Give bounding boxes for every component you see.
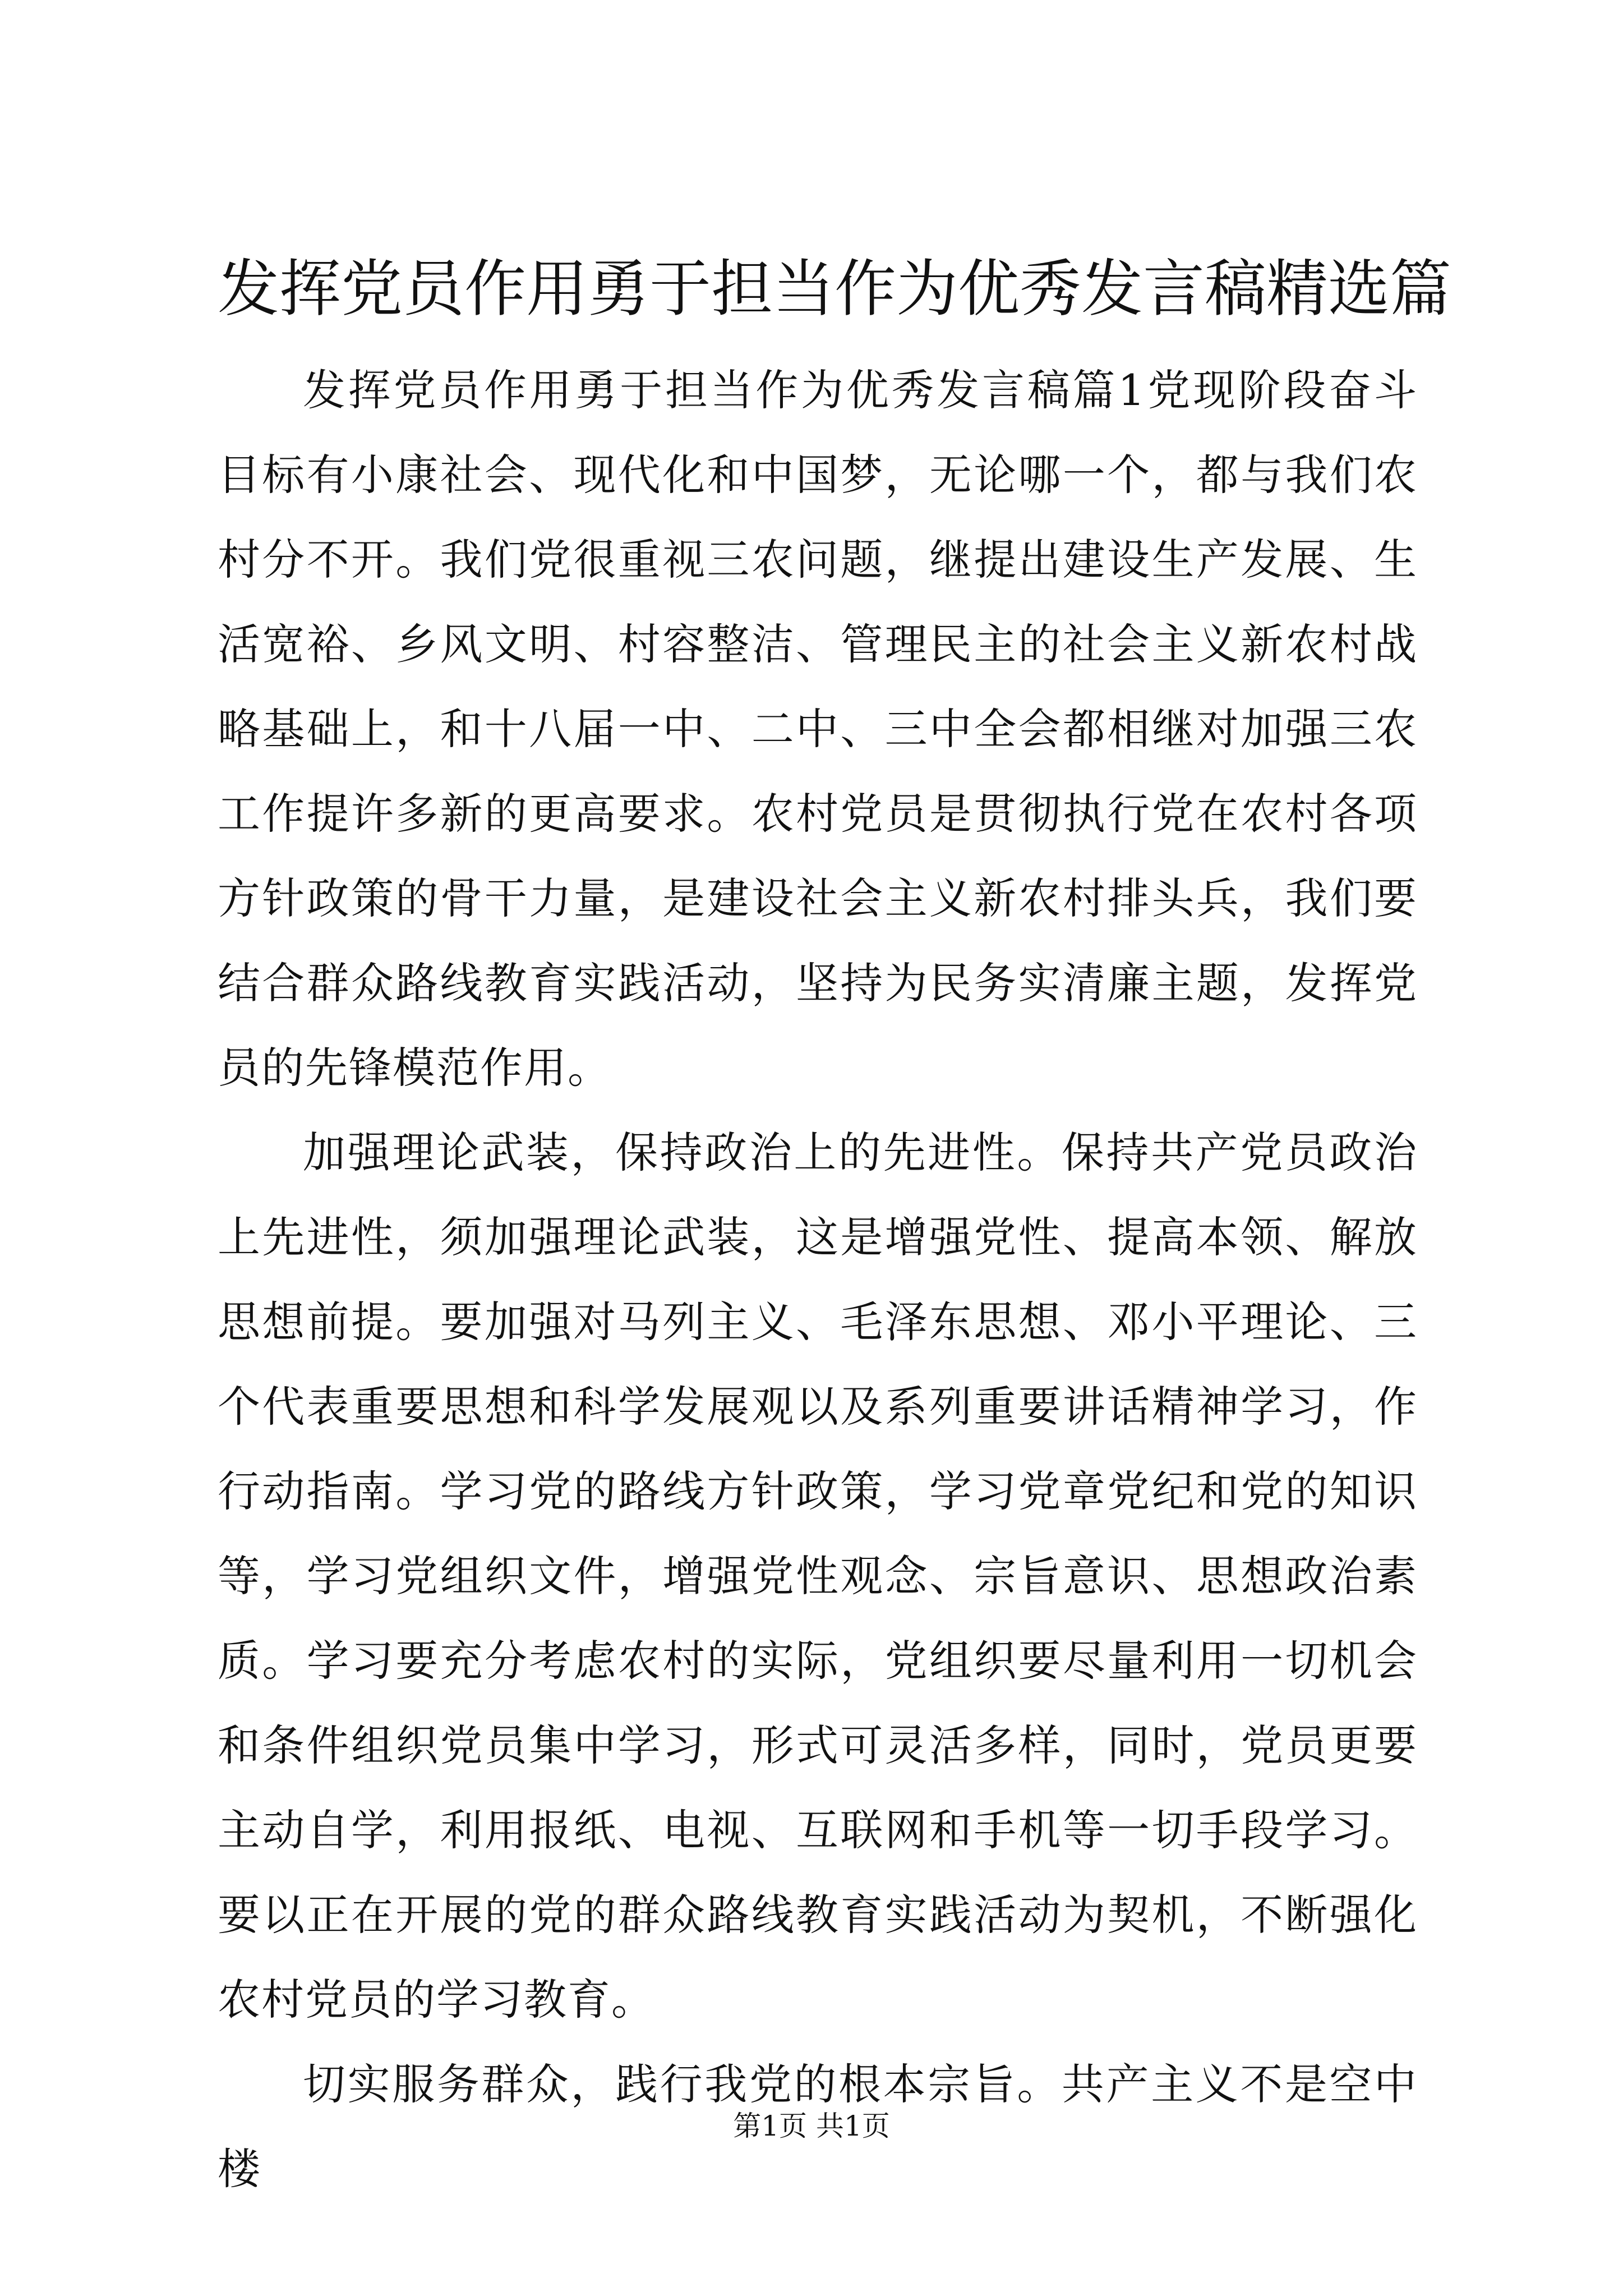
paragraph-2: 加强理论武装，保持政治上的先进性。保持共产党员政治上先进性，须加强理论武装，这是增强党性、提高本领、解放思想前提。要加强对马列主义、毛泽东思想、邓小平理论、三个代表重要思想和科学发展观以及系列重要讲话精神学习，作行动指南。学习党的路线方针政策，学习党章党纪和党的知识等，学习党组织文件，增强党性观念、宗旨意识、思想政治素质。学习要充分考虑农村的实际，党组织要尽量利用一切机会和条件组织党员集中学习，形式可灵活多样，同时，党员更要主动自学，利用报纸、电视、互联网和手机等一切手段学习。要以正在开展的党的群众路线教育实践活动为契机，不断强化农村党员的学习教育。 xyxy=(218,1128,1418,2024)
page-footer: 第1页 共1页 xyxy=(733,2110,890,2142)
paragraph-1: 发挥党员作用勇于担当作为优秀发言稿篇1党现阶段奋斗目标有小康社会、现代化和中国梦，无论哪一个，都与我们农村分不开。我们党很重视三农问题，继提出建设生产发展、生活宽裕、乡风文明、村容整洁、管理民主的社会主义新农村战略基础上，和十八届一中、二中、三中全会都相继对加强三农工作提许多新的更高要求。农村党员是贯彻执行党在农村各项方针政策的骨干力量，是建设社会主义新农村排头兵，我们要结合群众路线教育实践活动，坚持为民务实清廉主题，发挥党员的先锋模范作用。 xyxy=(218,365,1418,1093)
document-body xyxy=(218,348,1418,2211)
paragraph-3: 切实服务群众，践行我党的根本宗旨。共产主义不是空中楼 xyxy=(218,2059,1418,2194)
document-title: 发挥党员作用勇于担当作为优秀发言稿精选篇 xyxy=(218,253,1451,325)
